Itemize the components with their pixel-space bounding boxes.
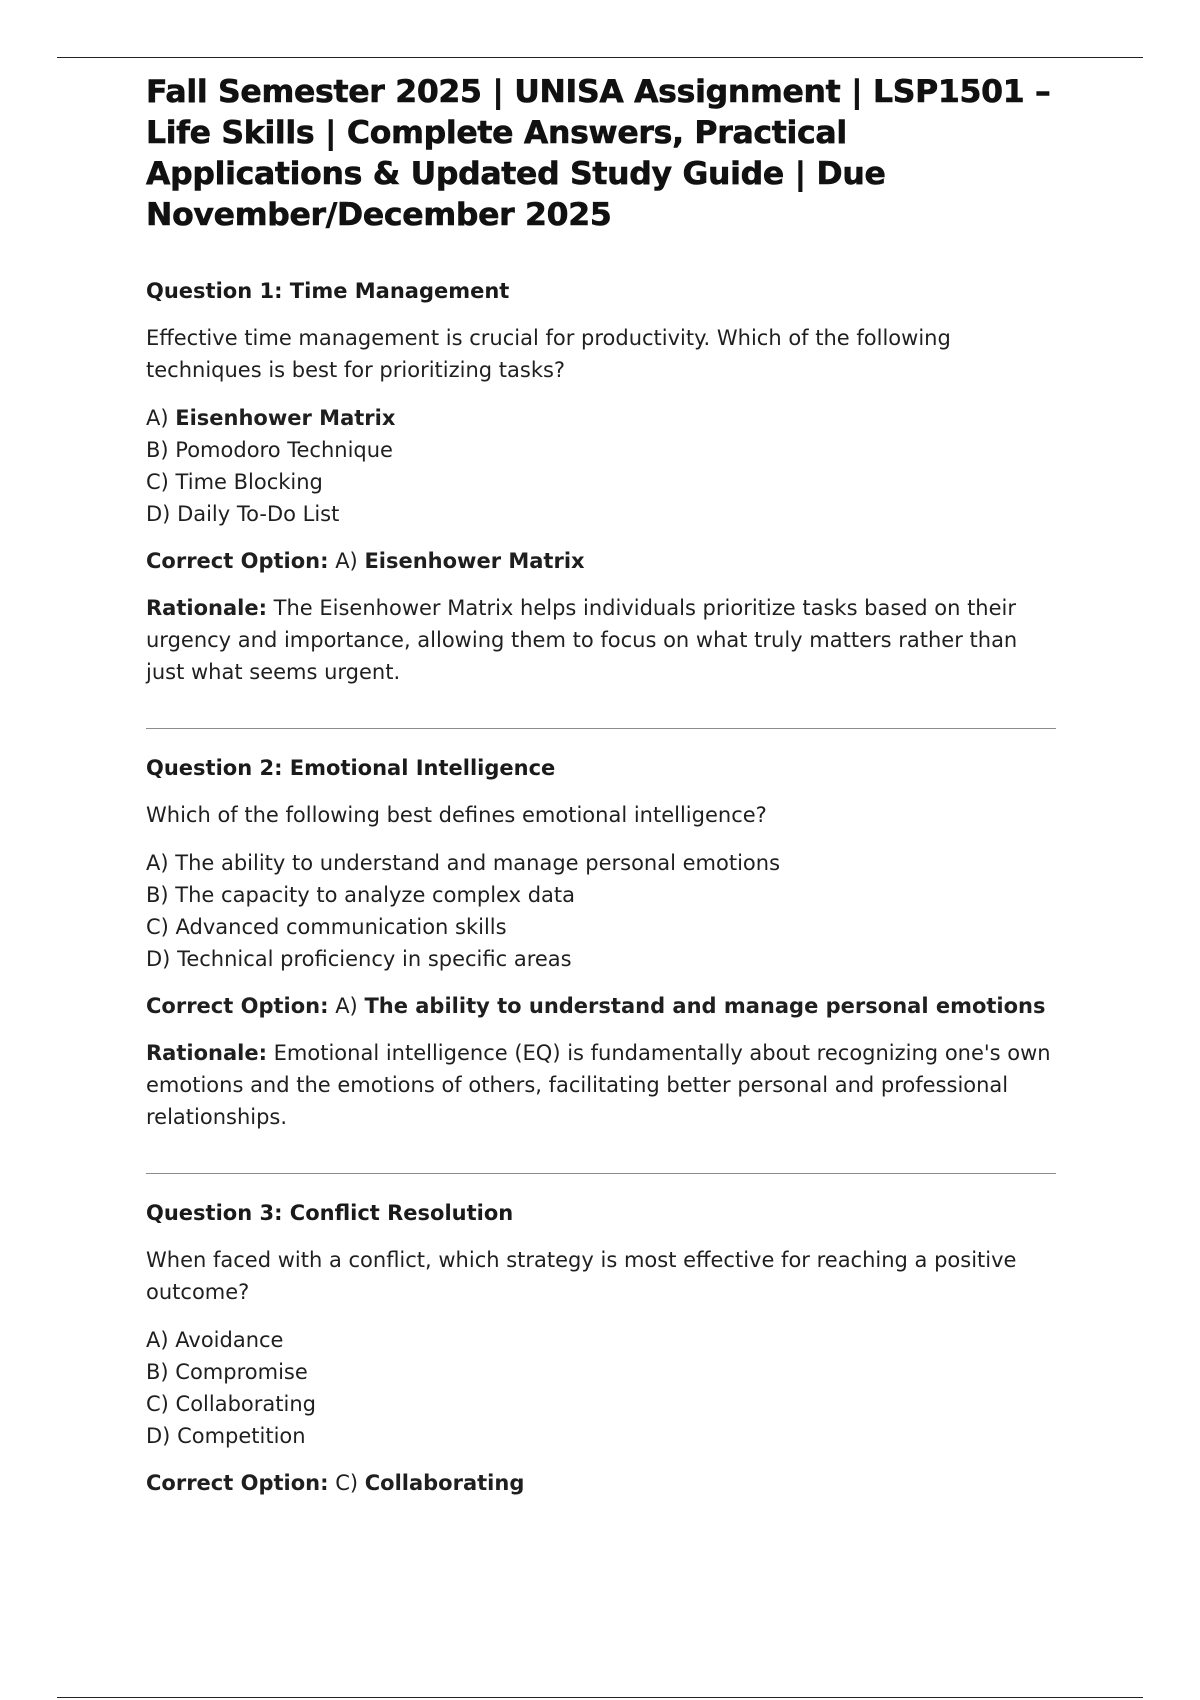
- option-d: [146, 943, 1056, 975]
- option-text: Compromise: [175, 1360, 308, 1384]
- question-2: [146, 753, 1056, 1133]
- question-3: [146, 1198, 1056, 1498]
- question-heading: Question 3: Conflict Resolution: [146, 1201, 514, 1225]
- option-letter: A): [146, 406, 169, 430]
- option-text: Technical proficiency in specific areas: [177, 947, 572, 971]
- correct-option-label: Correct Option:: [146, 994, 329, 1018]
- option-c: [146, 911, 1056, 943]
- correct-option-text: Collaborating: [364, 1471, 525, 1495]
- correct-option-label: Correct Option:: [146, 1471, 329, 1495]
- rationale-label: Rationale:: [146, 1041, 267, 1065]
- question-text: Effective time management is crucial for productivity. Which of the following techniques is best for prioritizing tasks?: [146, 326, 951, 382]
- option-text: Advanced communication skills: [175, 915, 507, 939]
- option-a: [146, 847, 1056, 879]
- option-text: The capacity to analyze complex data: [175, 883, 576, 907]
- option-text: Competition: [177, 1424, 306, 1448]
- option-d: [146, 498, 1056, 530]
- option-b: [146, 1356, 1056, 1388]
- correct-option: [146, 991, 1056, 1021]
- option-letter: A): [146, 1328, 169, 1352]
- option-d: [146, 1420, 1056, 1452]
- section-divider: [146, 1173, 1056, 1174]
- option-text: Daily To-Do List: [177, 502, 340, 526]
- option-a: [146, 1324, 1056, 1356]
- option-a: [146, 402, 1056, 434]
- option-letter: D): [146, 947, 171, 971]
- option-text: Avoidance: [175, 1328, 284, 1352]
- option-text: The ability to understand and manage personal emotions: [175, 851, 781, 875]
- page-top-rule: [57, 57, 1143, 58]
- section-divider: [146, 728, 1056, 729]
- correct-option: [146, 1468, 1056, 1498]
- option-letter: D): [146, 1424, 171, 1448]
- question-text: When faced with a conflict, which strategy is most effective for reaching a positive outcome?: [146, 1248, 1017, 1304]
- option-text: Eisenhower Matrix: [175, 406, 396, 430]
- option-letter: A): [146, 851, 169, 875]
- option-letter: B): [146, 883, 169, 907]
- document-title: Fall Semester 2025 | UNISA Assignment | LSP1501 – Life Skills | Complete Answers, Practical Applications & Updated Study Guide | Due November/December 2025: [146, 74, 1051, 233]
- rationale: [146, 592, 1056, 688]
- rationale-label: Rationale:: [146, 596, 267, 620]
- rationale-text: Emotional intelligence (EQ) is fundamentally about recognizing one's own emotions and the emotions of others, facilitating better personal and professional relationships.: [146, 1041, 1051, 1129]
- rationale: [146, 1037, 1056, 1133]
- page-bottom-rule: [57, 1697, 1143, 1698]
- document-body: [146, 72, 1056, 1498]
- option-letter: B): [146, 1360, 169, 1384]
- options-list: [146, 402, 1056, 530]
- option-c: [146, 1388, 1056, 1420]
- option-c: [146, 466, 1056, 498]
- option-letter: C): [146, 1392, 169, 1416]
- correct-option-text: Eisenhower Matrix: [364, 549, 585, 573]
- correct-option-letter: A): [335, 994, 358, 1018]
- rationale-text: The Eisenhower Matrix helps individuals prioritize tasks based on their urgency and importance, allowing them to focus on what truly matters rather than just what seems urgent.: [146, 596, 1018, 684]
- option-letter: C): [146, 915, 169, 939]
- question-heading: Question 1: Time Management: [146, 279, 510, 303]
- question-text: Which of the following best defines emotional intelligence?: [146, 803, 767, 827]
- option-letter: B): [146, 438, 169, 462]
- option-b: [146, 434, 1056, 466]
- question-heading: Question 2: Emotional Intelligence: [146, 756, 556, 780]
- correct-option-letter: C): [335, 1471, 359, 1495]
- correct-option-label: Correct Option:: [146, 549, 329, 573]
- question-1: [146, 276, 1056, 688]
- option-letter: C): [146, 470, 169, 494]
- option-letter: D): [146, 502, 171, 526]
- options-list: [146, 1324, 1056, 1452]
- option-text: Pomodoro Technique: [175, 438, 393, 462]
- option-b: [146, 879, 1056, 911]
- correct-option-letter: A): [335, 549, 358, 573]
- correct-option-text: The ability to understand and manage personal emotions: [364, 994, 1046, 1018]
- options-list: [146, 847, 1056, 975]
- correct-option: [146, 546, 1056, 576]
- option-text: Collaborating: [175, 1392, 316, 1416]
- option-text: Time Blocking: [175, 470, 323, 494]
